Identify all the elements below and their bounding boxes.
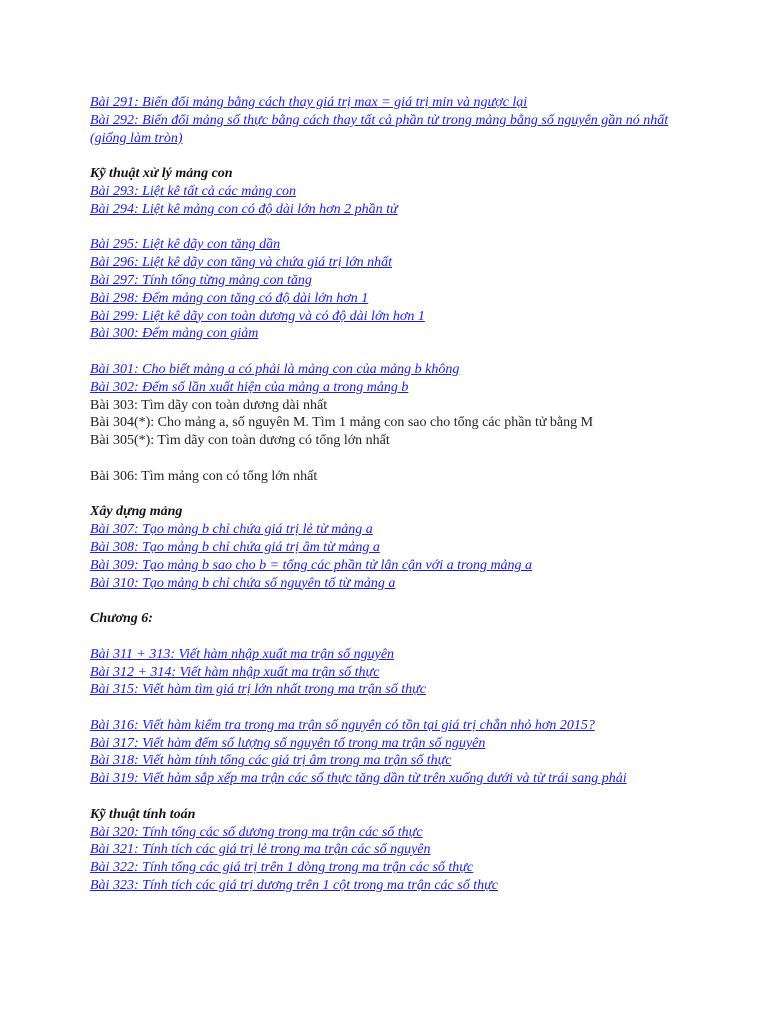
exercise-text: Bài 305(*): Tìm dãy con toàn dương có tổng lớn nhất — [90, 433, 390, 449]
exercise-link[interactable]: Bài 310: Tạo mảng b chỉ chứa số nguyên tố từ mảng a — [90, 575, 396, 591]
blank-line — [90, 147, 690, 165]
blank-line — [90, 592, 690, 610]
section-heading: Xây dựng mảng — [90, 504, 183, 520]
exercise-link[interactable]: Bài 302: Đếm số lần xuất hiện của mảng a trong mảng b — [90, 379, 409, 395]
exercise-text: Bài 304(*): Cho mảng a, số nguyên M. Tìm 1 mảng con sao cho tổng các phần tử bằng M — [90, 415, 594, 431]
exercise-link[interactable]: Bài 318: Viết hàm tính tổng các giá trị âm trong ma trận số thực — [90, 753, 452, 769]
exercise-link[interactable]: Bài 308: Tạo mảng b chỉ chứa giá trị âm từ mảng a — [90, 539, 380, 555]
exercise-link[interactable]: Bài 316: Viết hàm kiểm tra trong ma trận số nguyên có tồn tại giá trị chẵn nhỏ hơn 2015? — [90, 717, 595, 733]
exercise-link[interactable]: Bài 291: Biến đổi mảng bằng cách thay giá trị max = giá trị min và ngược lại — [90, 95, 528, 110]
exercise-link[interactable]: Bài 322: Tính tổng các giá trị trên 1 dòng trong ma trận các số thực — [90, 860, 474, 876]
document-body — [90, 94, 690, 895]
exercise-link[interactable]: Bài 317: Viết hàm đếm số lượng số nguyên tố trong ma trận số nguyên — [90, 735, 486, 751]
exercise-text: Bài 306: Tìm mảng con có tổng lớn nhất — [90, 468, 318, 484]
blank-line — [90, 628, 690, 646]
exercise-link[interactable]: Bài 298: Đếm mảng con tăng có độ dài lớn hơn 1 — [90, 290, 369, 306]
section-heading: Kỹ thuật xử lý mảng con — [90, 166, 233, 182]
exercise-link[interactable]: Bài 323: Tính tích các giá trị dương trên 1 cột trong ma trận các số thực — [90, 878, 498, 894]
exercise-link[interactable]: Bài 301: Cho biết mảng a có phải là mảng con của mảng b không — [90, 361, 460, 377]
exercise-link[interactable]: Bài 293: Liệt kê tất cả các mảng con — [90, 183, 297, 199]
blank-line — [90, 450, 690, 468]
exercise-link[interactable]: Bài 319: Viết hàm sắp xếp ma trận các số thực tăng dần từ trên xuống dưới và từ trái sang phải — [90, 771, 627, 787]
exercise-link[interactable]: Bài 320: Tính tổng các số dương trong ma trận các số thực — [90, 824, 423, 840]
exercise-link[interactable]: Bài 299: Liệt kê dãy con toàn dương và có độ dài lớn hơn 1 — [90, 308, 425, 324]
blank-line — [90, 699, 690, 717]
exercise-link[interactable]: Bài 295: Liệt kê dãy con tăng dần — [90, 237, 281, 253]
blank-line — [90, 343, 690, 361]
exercise-link[interactable]: Bài 296: Liệt kê dãy con tăng và chứa giá trị lớn nhất — [90, 255, 393, 271]
exercise-link[interactable]: Bài 321: Tính tích các giá trị lẻ trong ma trận các số nguyên — [90, 842, 431, 858]
exercise-link[interactable]: Bài 309: Tạo mảng b sao cho b = tổng các phần tử lân cận với a trong mảng a — [90, 557, 533, 573]
exercise-link[interactable]: Bài 294: Liệt kê mảng con có độ dài lớn hơn 2 phần tử — [90, 201, 398, 217]
exercise-link[interactable]: Bài 297: Tính tổng từng mảng con tăng — [90, 272, 312, 288]
exercise-link[interactable]: Bài 300: Đếm mảng con giảm — [90, 326, 259, 342]
exercise-link[interactable]: Bài 311 + 313: Viết hàm nhập xuất ma trận số nguyên — [90, 646, 395, 662]
blank-line — [90, 486, 690, 504]
exercise-link[interactable]: Bài 292: Biến đổi mảng số thực bằng cách thay tất cả phần tử trong mảng bằng số nguyên gần nó nhất (giống làm tròn) — [90, 112, 669, 146]
exercise-link[interactable]: Bài 315: Viết hàm tìm giá trị lớn nhất trong ma trận số thực — [90, 682, 426, 698]
exercise-link[interactable]: Bài 307: Tạo mảng b chỉ chứa giá trị lẻ từ mảng a — [90, 522, 373, 538]
blank-line — [90, 219, 690, 237]
exercise-link[interactable]: Bài 312 + 314: Viết hàm nhập xuất ma trận số thực — [90, 664, 380, 680]
blank-line — [90, 788, 690, 806]
section-heading: Kỹ thuật tính toán — [90, 806, 196, 822]
section-heading: Chương 6: — [90, 611, 153, 627]
exercise-text: Bài 303: Tìm dãy con toàn dương dài nhất — [90, 397, 328, 413]
